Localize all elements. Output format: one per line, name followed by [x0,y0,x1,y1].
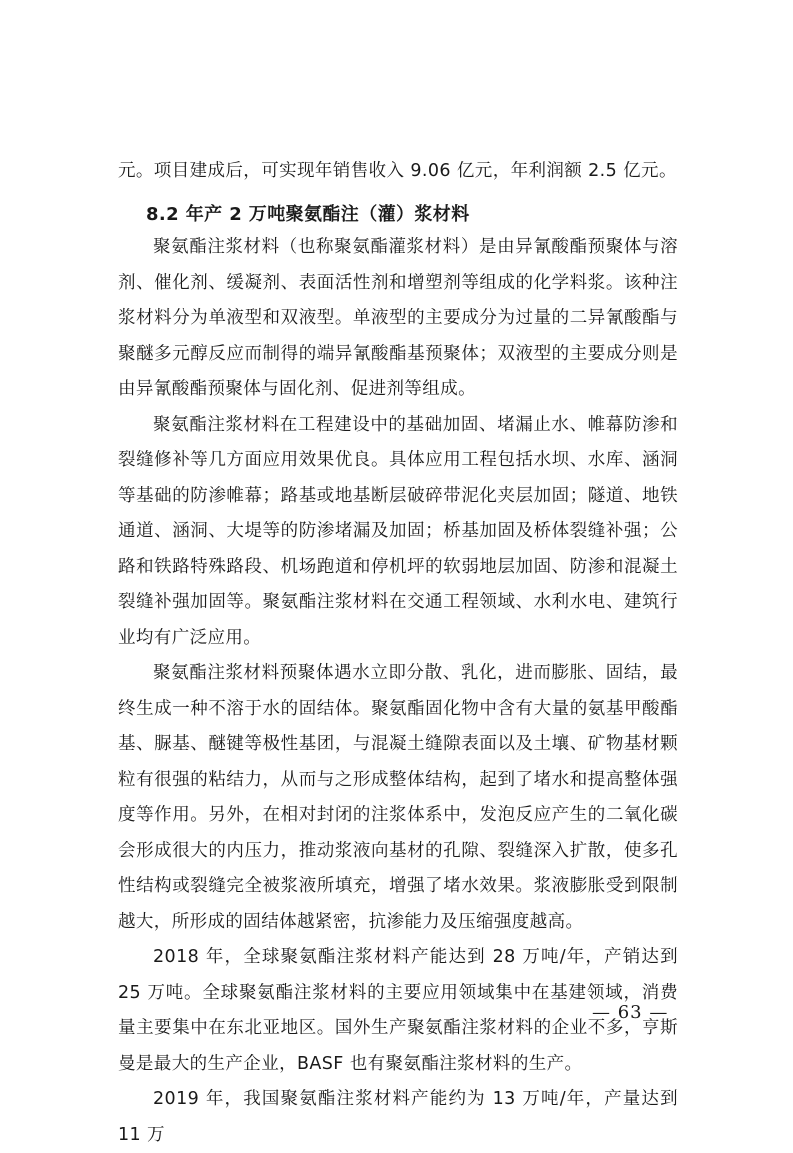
page-number: — 63 — [592,1002,669,1023]
paragraph-definition: 聚氨酯注浆材料（也称聚氨酯灌浆材料）是由异氰酸酯预聚体与溶剂、催化剂、缓凝剂、表面活性剂和增塑剂等组成的化学料浆。该种注浆材料分为单液型和双液型。单液型的主要成分为过量的二异氰酸酯与聚醚多元醇反应而制得的端异氰酸酯基预聚体；双液型的主要成分则是由异氰酸酯预聚体与固化剂、促进剂等组成。 [118,237,678,399]
paragraph-applications: 聚氨酯注浆材料在工程建设中的基础加固、堵漏止水、帷幕防渗和裂缝修补等几方面应用效果优良。具体应用工程包括水坝、水库、涵洞等基础的防渗帷幕；路基或地基断层破碎带泥化夹层加固；隧道、地铁通道、涵洞、大堤等的防渗堵漏及加固；桥基加固及桥体裂缝补强；公路和铁路特殊路段、机场跑道和停机坪的软弱地层加固、防渗和混凝土裂缝补强加固等。聚氨酯注浆材料在交通工程领域、水利水电、建筑行业均有广泛应用。 [118,414,678,648]
section-heading: 8.2 年产 2 万吨聚氨酯注（灌）浆材料 [146,204,470,225]
paragraph-mechanism: 聚氨酯注浆材料预聚体遇水立即分散、乳化，进而膨胀、固结，最终生成一种不溶于水的固结体。聚氨酯固化物中含有大量的氨基甲酸酯基、脲基、醚键等极性基团，与混凝土缝隙表面以及土壤、矿物基材颗粒有很强的粘结力，从而与之形成整体结构，起到了堵水和提高整体强度等作用。另外，在相对封闭的注浆体系中，发泡反应产生的二氧化碳会形成很大的内压力，推动浆液向基材的孔隙、裂缝深入扩散，使多孔性结构或裂缝完全被浆液所填充，增强了堵水效果。浆液膨胀受到限制越大，所形成的固结体越紧密，抗渗能力及压缩强度越高。 [118,663,678,932]
continued-text-line: 元。项目建成后，可实现年销售收入 9.06 亿元，年利润额 2.5 亿元。 [118,161,677,181]
paragraph-domestic-market: 2019 年，我国聚氨酯注浆材料产能约为 13 万吨/年，产量达到 11 万 [118,1089,678,1145]
paragraph-global-market: 2018 年，全球聚氨酯注浆材料产能达到 28 万吨/年，产销达到 25 万吨。全球聚氨酯注浆材料的主要应用领域集中在基建领域，消费量主要集中在东北亚地区。国外生产聚氨酯注浆材料的企业不多，亨斯曼是最大的生产企业，BASF 也有聚氨酯注浆材料的生产。 [118,947,678,1074]
